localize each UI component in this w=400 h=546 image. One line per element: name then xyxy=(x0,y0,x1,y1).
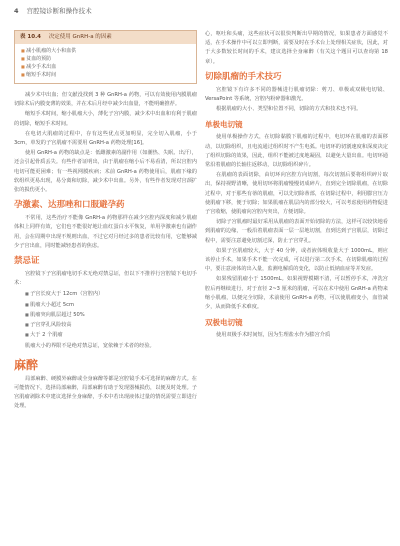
paragraph: 在电切大肌瘤的过程中，存有这些优点更加明显，完全切入肌瘤，小于 3cm，单发的子宫肌瘤不需要用 GnRH-a 药物处理[16]。 xyxy=(14,130,197,147)
running-title: 宫腔镜诊断和操作技术 xyxy=(26,7,92,15)
section-heading: 切除肌瘤的手术技巧 xyxy=(205,71,282,82)
paragraph: 根据肌瘤的大小、类型和位置不同，切除的方式和技术也不同。 xyxy=(216,106,362,113)
paragraph: 不常用，这些治疗不能像 GnRH-a 药物那样在减少宫腔内深度和减少肌瘤体积上同样有效，它们也不能很好地让血红蛋白水平恢复，单用孕激素也有副作用，会在周期中出现不规则出血，不过它对月经过多的患者比较有用，它能够减少子宫出血，同时能减轻患者的焦虑。 xyxy=(14,215,197,249)
paragraph: 如果子宫肌瘤较大，大于 40 分钟，或者液体吸收量大于 1000mL，则应该停止手术，如果手术不能一次完成，可以进行第二次手术，在切除肌瘤的过程中，要注意液体的出入量，监测电解质的变化，以防止低钠血症等并发症。 xyxy=(205,247,388,273)
paragraph: 在肌瘤的表面切除，由切环向宫腔方向切割，每次切割后要将组织碎片取出，保持视野清晰，使用切环将肌瘤慢慢切成碎片，直到完全切除肌瘤，在切除过程中，对于那些有蒂的肌瘤，可以先切除蒂部，在切除过程中，利用膨宫压力使肌瘤下移，便于切除；如果肌瘤在肌层内的部分较大，可以考虑使用药物促进子宫收缩，使肌瘤向宫腔内突出，方便切除。 xyxy=(205,172,388,216)
paragraph: 如果残留肌瘤小于 1500mL。如果视野模糊不清，可以暂停手术，冲洗宫腔后再继续进行，对于直径 2~3 厘米的肌瘤，可以在术中使用 GnRH-a 药物来缩小肌瘤，以便完全切除，术前使用 GnRH-a 药物，可以使肌瘤变小，血管减少，从而降低手术难度。 xyxy=(205,276,388,311)
contraindication-list xyxy=(14,289,197,340)
right-column xyxy=(205,30,388,341)
list-item: ■ 子宫穿孔风险较高 xyxy=(25,320,197,330)
table-box-header xyxy=(15,31,196,44)
paragraph: 使用 GnRH-a 药物的缺点是：低雌激素的副作用（如潮热、失眠、出汗），还会引起骨质丢失。有些作者证明出，由于肌瘤在缩小后不易看清，所以宫腔内电切可能更困难；有一些视网膜疾病；术前 GnRH-a 药物使用后，肌瘤下缘的软组织更易出现，易分离和切除，减少术中出血。另外，有些作者发现对宫颈扩张的损伤更小。 xyxy=(14,150,197,194)
subsection-heading: 双极电切镜 xyxy=(205,318,243,328)
chapter-heading: 麻醉 xyxy=(14,357,39,372)
paragraph: 宫腔镜下子宫肌瘤电切手术无绝对禁忌证，但以下不推荐行宫腔镜下电切手术： xyxy=(14,271,197,287)
paragraph: 宫腔镜下有许多不同的器械进行肌瘤切除：剪刀、单极或双极电切镜、VersaPoint 等系统，宫腔内粉碎器和激光。 xyxy=(205,86,388,103)
list-item: ■ 子宫长度大于 12cm（宫腔内） xyxy=(25,289,197,299)
table-box-item: ■ 缩短手术时间 xyxy=(21,71,190,79)
paragraph: 局部麻醉、硬膜外麻醉或全身麻醉等都是宫腔镜手术可选择的麻醉方式。在可能情况下，选择局部麻醉，局部麻醉有助于发现器械损伤，以便及时处理。子宫肌瘤剥除术中建议选择全身麻醉，手术中若出现液体过量的情况需要立即进行处理。 xyxy=(14,375,197,410)
paragraph: 切除子宫肌瘤时最好采用从肌瘤的表面开始切除的方法，这样可以较快地看到肌瘤的边缘，一般沿着肌瘤表面一层一层地切割，直到达到子宫肌层，切除过程中，需要注意避免切割过深，防止子宫穿孔。 xyxy=(205,219,388,244)
table-box-item: ■ 贫血的预防 xyxy=(21,55,190,63)
table-title: 决定使用 GnRH-a 的因素 xyxy=(48,34,112,40)
list-item: ■ 肌瘤突向肌层超过 50% xyxy=(25,310,197,320)
page-number: 4 xyxy=(14,7,19,15)
table-box-item: ■ 减小肌瘤的大小和血供 xyxy=(21,47,190,55)
paragraph: 肌瘤大小的界限不是绝对禁忌证，宽依赖于术者的经验。 xyxy=(25,343,155,350)
left-column xyxy=(14,30,197,412)
paragraph: 缩短手术时间，缩小肌瘤大小，薄化子宫内膜，减少术中出血和有利于肌瘤的切除，缩短手术时间。 xyxy=(14,111,197,127)
page-header xyxy=(14,6,92,15)
table-box-list xyxy=(15,44,196,83)
paragraph: 减少术中出血；但文献没找到 3 种 GnRH-a 药物，可以有效使用内膜肌瘤切除术后内膜变薄的效果，并在术后月经中减少出血量，不能明确推荐。 xyxy=(14,92,197,108)
table-number: 表 10.4 xyxy=(20,34,41,40)
table-box-item: ■ 减少手术出血 xyxy=(21,63,190,71)
list-item: ■ 肌瘤大小超过 5cm xyxy=(25,300,197,310)
list-item: ■ 大于 2 个肌瘤 xyxy=(25,330,197,340)
paragraph: 使用单极操作方式，在切除黏膜下肌瘤的过程中，电切环在肌瘤的表面移动，以切除组织，且电流通过组织时不产生电弧。电切环的切割速度和深度决定了组织切除的效果，因此，组织不能被过度地凝固，以避免大量出血。电切环通常沿着肌瘤的长轴往返移动，以切除组织碎片。 xyxy=(205,134,388,169)
paragraph: 使用双极手术时间短，因为生理盐水作为膨宫介质 xyxy=(216,332,331,339)
section-heading: 禁忌证 xyxy=(14,256,40,267)
paragraph: 心，呕吐和头痛，这些症状可以很快判断出早期的情况，如果患者方面感觉不适，在手术操作中可以立即判断，需要及时在手术台上处理相关症状，因此，对于大多数较长时间的手术，建议选择全身麻醉（有关这个题目可以查询第 18 章）。 xyxy=(205,31,388,65)
subsection-heading: 单极电切镜 xyxy=(205,120,243,130)
section-heading: 孕激素、达那唑和口服避孕药 xyxy=(14,200,125,211)
table-box xyxy=(14,30,197,84)
